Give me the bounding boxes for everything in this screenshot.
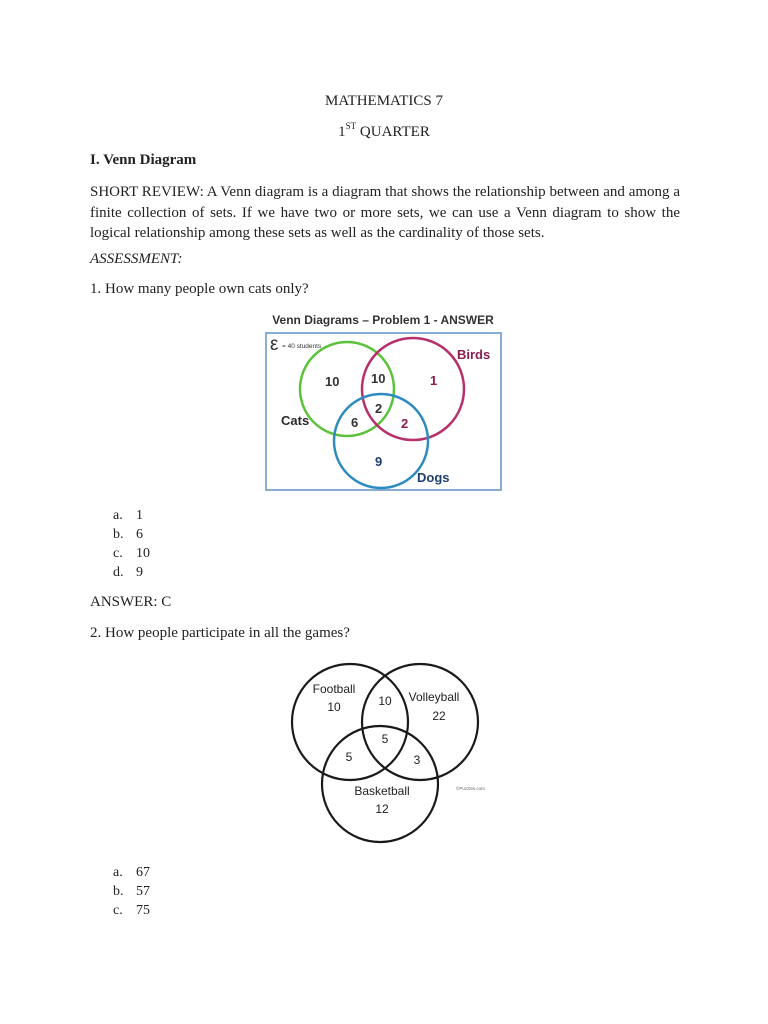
q1-option-d[interactable] bbox=[113, 565, 143, 581]
q2-option-b-value: 57 bbox=[136, 884, 150, 899]
cats-only-value: 10 bbox=[325, 374, 340, 389]
cats-dogs-value: 6 bbox=[351, 415, 359, 430]
universe-label: = 40 students bbox=[282, 343, 322, 350]
venn-1-title: Venn Diagrams – Problem 1 - ANSWER bbox=[272, 313, 494, 327]
football-basketball-value: 5 bbox=[345, 750, 353, 764]
birds-label: Birds bbox=[457, 347, 491, 362]
q1-option-c[interactable] bbox=[113, 546, 150, 562]
basketball-label: Basketball bbox=[354, 784, 410, 798]
question-2: 2. How people participate in all the games? bbox=[90, 625, 350, 641]
quarter-superscript: ST bbox=[345, 121, 357, 131]
q1-option-a-letter: a. bbox=[113, 508, 123, 523]
q2-option-b[interactable] bbox=[113, 884, 150, 900]
birds-only-value: 1 bbox=[430, 373, 438, 388]
basketball-only-value: 12 bbox=[375, 802, 389, 816]
q1-option-a-value: 1 bbox=[136, 508, 143, 523]
figure-credit: ©Puzzles.com bbox=[456, 786, 485, 791]
football-only-value: 10 bbox=[327, 700, 341, 714]
dogs-label: Dogs bbox=[417, 470, 450, 485]
q1-option-c-letter: c. bbox=[113, 546, 123, 561]
q2-option-b-letter: b. bbox=[113, 884, 124, 899]
q2-option-a[interactable] bbox=[113, 865, 150, 881]
q1-option-b-value: 6 bbox=[136, 527, 143, 542]
football-label: Football bbox=[312, 682, 356, 696]
cats-label: Cats bbox=[281, 413, 310, 428]
quarter-label: QUARTER bbox=[359, 124, 430, 140]
volleyball-only-value: 22 bbox=[432, 709, 446, 723]
q2-option-a-letter: a. bbox=[113, 865, 123, 880]
volleyball-label: Volleyball bbox=[408, 690, 460, 704]
venn-2-svg bbox=[282, 655, 488, 852]
epsilon-symbol: ε bbox=[270, 334, 279, 355]
document-title: MATHEMATICS 7 bbox=[325, 93, 443, 109]
volleyball-basketball-value: 3 bbox=[413, 753, 421, 767]
all-three-value: 2 bbox=[375, 401, 383, 416]
q1-option-c-value: 10 bbox=[136, 546, 150, 561]
quarter-heading bbox=[0, 122, 768, 141]
q1-option-a[interactable] bbox=[113, 508, 143, 524]
q1-option-d-letter: d. bbox=[113, 565, 124, 580]
q1-option-b[interactable] bbox=[113, 527, 143, 543]
q1-option-d-value: 9 bbox=[136, 565, 143, 580]
q2-option-c-value: 75 bbox=[136, 903, 150, 918]
question-1: 1. How many people own cats only? bbox=[90, 281, 309, 297]
all-games-value: 5 bbox=[381, 732, 389, 746]
birds-dogs-value: 2 bbox=[401, 416, 409, 431]
assessment-label: ASSESSMENT: bbox=[90, 251, 183, 267]
q2-option-c-letter: c. bbox=[113, 903, 123, 918]
q2-option-c[interactable] bbox=[113, 903, 150, 919]
dogs-only-value: 9 bbox=[375, 454, 383, 469]
cats-birds-value: 10 bbox=[371, 371, 386, 386]
q1-option-b-letter: b. bbox=[113, 527, 124, 542]
quarter-number: 1 bbox=[338, 124, 346, 140]
short-review-paragraph: SHORT REVIEW: A Venn diagram is a diagram that shows the relationship between and among a finite collection of sets. If we have two or more sets, we can use a Venn diagram to show the logical relationship among these sets as well as the cardinality of those sets. bbox=[90, 184, 680, 241]
venn-1-svg bbox=[265, 310, 502, 492]
q2-option-a-value: 67 bbox=[136, 865, 150, 880]
football-volleyball-value: 10 bbox=[378, 694, 392, 708]
venn-diagram-problem-1 bbox=[265, 310, 502, 492]
q1-answer: ANSWER: C bbox=[90, 594, 172, 610]
venn-diagram-games bbox=[282, 655, 488, 852]
section-heading: I. Venn Diagram bbox=[90, 152, 197, 168]
